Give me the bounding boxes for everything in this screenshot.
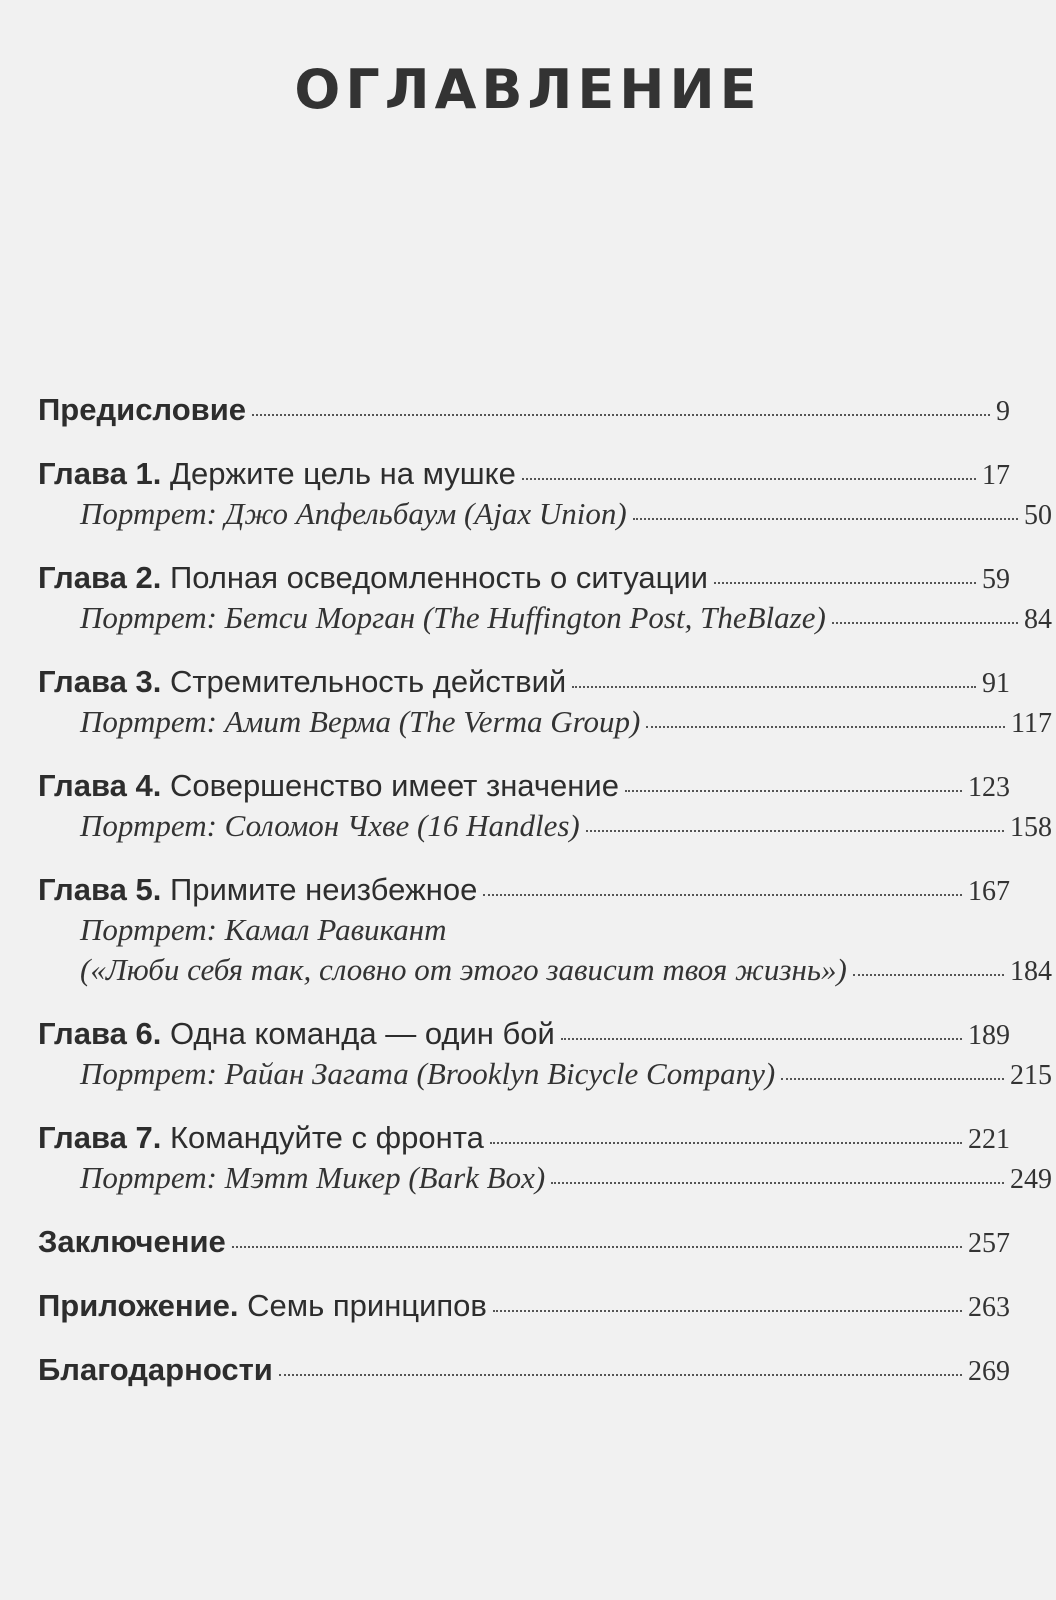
toc-page-number: 257 (968, 1228, 1010, 1259)
portrait-label-line-1: Портрет: Камал Равикант (80, 912, 447, 947)
portrait-label: Портрет: Бетси Морган (The Huffington Post, TheBlaze) (80, 600, 826, 635)
toc-entry-preface[interactable] (38, 392, 1010, 428)
chapter-prefix: Глава 7. (38, 1120, 162, 1155)
dot-leader (586, 830, 1004, 832)
portrait-label: Портрет: Джо Апфельбаум (Ajax Union) (80, 496, 627, 531)
toc-entry-portrait-1[interactable] (38, 496, 1052, 532)
portrait-label: («Люби себя так, словно от этого зависит твоя жизнь») (80, 952, 847, 987)
chapter-title: Стремительность действий (169, 664, 567, 699)
portrait-label: Портрет: Мэтт Микер (Bark Box) (80, 1160, 546, 1195)
dot-leader (561, 1038, 962, 1040)
toc-entry-label: Предисловие (38, 392, 247, 427)
toc-page-number: 117 (1011, 708, 1052, 739)
toc-entry-chapter-4[interactable] (38, 768, 1010, 804)
toc-entry-label (38, 456, 516, 492)
dot-leader (522, 478, 976, 480)
chapter-title: Совершенство имеет значение (169, 768, 619, 803)
toc-entry-chapter-7[interactable] (38, 1120, 1010, 1156)
dot-leader (714, 582, 976, 584)
toc-entry-chapter-3[interactable] (38, 664, 1010, 700)
dot-leader (252, 414, 990, 416)
toc-page-number: 91 (982, 668, 1010, 699)
toc-page-number: 269 (968, 1356, 1010, 1387)
dot-leader (493, 1310, 962, 1312)
toc-page-number: 184 (1010, 956, 1052, 987)
toc-page-number: 84 (1024, 604, 1052, 635)
toc-entry-label (38, 1120, 484, 1156)
toc-entry-conclusion[interactable] (38, 1224, 1010, 1260)
toc-page-number: 123 (968, 772, 1010, 803)
chapter-prefix: Глава 1. (38, 456, 162, 491)
toc-entry-chapter-5[interactable] (38, 872, 1010, 908)
toc-entry-portrait-2[interactable] (38, 600, 1052, 636)
portrait-label: Портрет: Соломон Чхве (16 Handles) (80, 808, 580, 843)
toc-entry-chapter-6[interactable] (38, 1016, 1010, 1052)
dot-leader (490, 1142, 962, 1144)
toc-page-number: 158 (1010, 812, 1052, 843)
dot-leader (625, 790, 962, 792)
dot-leader (853, 974, 1004, 976)
toc-entry-label (38, 560, 708, 596)
dot-leader (781, 1078, 1004, 1080)
dot-leader (551, 1182, 1004, 1184)
toc-entry-label (38, 768, 619, 804)
portrait-label: Портрет: Амит Верма (The Verma Group) (80, 704, 641, 739)
dot-leader (572, 686, 976, 688)
toc-page-number: 59 (982, 564, 1010, 595)
page-title: ОГЛАВЛЕНИЕ (294, 58, 762, 121)
appendix-title: Семь принципов (247, 1288, 487, 1323)
toc-page-number: 50 (1024, 500, 1052, 531)
toc-entry-chapter-2[interactable] (38, 560, 1010, 596)
toc-page-number: 167 (968, 876, 1010, 907)
toc-page-number: 17 (982, 460, 1010, 491)
toc-page-number: 263 (968, 1292, 1010, 1323)
appendix-prefix: Приложение. (38, 1288, 239, 1323)
chapter-title: Примите неизбежное (169, 872, 478, 907)
chapter-title: Держите цель на мушке (169, 456, 516, 491)
toc-entry-label (38, 664, 566, 700)
toc-entry-label (38, 1016, 555, 1052)
chapter-title: Командуйте с фронта (169, 1120, 484, 1155)
toc-page-number: 215 (1010, 1060, 1052, 1091)
toc-entry-portrait-6[interactable] (38, 1056, 1052, 1092)
portrait-label: Портрет: Райан Загата (Brooklyn Bicycle Company) (80, 1056, 776, 1091)
toc-entry-label (38, 1288, 487, 1324)
toc-page-number: 249 (1010, 1164, 1052, 1195)
toc-entry-portrait-4[interactable] (38, 808, 1052, 844)
toc-entry-portrait-3[interactable] (38, 704, 1052, 740)
toc-entry-portrait-5[interactable] (38, 952, 1052, 988)
dot-leader (646, 726, 1005, 728)
toc-entry-label (38, 872, 477, 908)
chapter-prefix: Глава 6. (38, 1016, 162, 1051)
toc-page-number: 189 (968, 1020, 1010, 1051)
toc-entry-label: Благодарности (38, 1352, 273, 1387)
chapter-prefix: Глава 2. (38, 560, 162, 595)
toc-entry-appendix[interactable] (38, 1288, 1010, 1324)
chapter-prefix: Глава 4. (38, 768, 162, 803)
chapter-title: Одна команда — один бой (169, 1016, 555, 1051)
toc-entry-label: Заключение (38, 1224, 226, 1259)
toc-page-number: 221 (968, 1124, 1010, 1155)
chapter-title: Полная осведомленность о ситуации (169, 560, 708, 595)
dot-leader (232, 1246, 962, 1248)
toc-page-number: 9 (996, 396, 1010, 427)
dot-leader (633, 518, 1018, 520)
table-of-contents (38, 392, 1052, 1388)
toc-entry-chapter-1[interactable] (38, 456, 1010, 492)
dot-leader (483, 894, 962, 896)
toc-entry-acknowledgements[interactable] (38, 1352, 1010, 1388)
dot-leader (279, 1374, 962, 1376)
chapter-prefix: Глава 3. (38, 664, 162, 699)
dot-leader (832, 622, 1018, 624)
chapter-prefix: Глава 5. (38, 872, 162, 907)
toc-entry-portrait-7[interactable] (38, 1160, 1052, 1196)
